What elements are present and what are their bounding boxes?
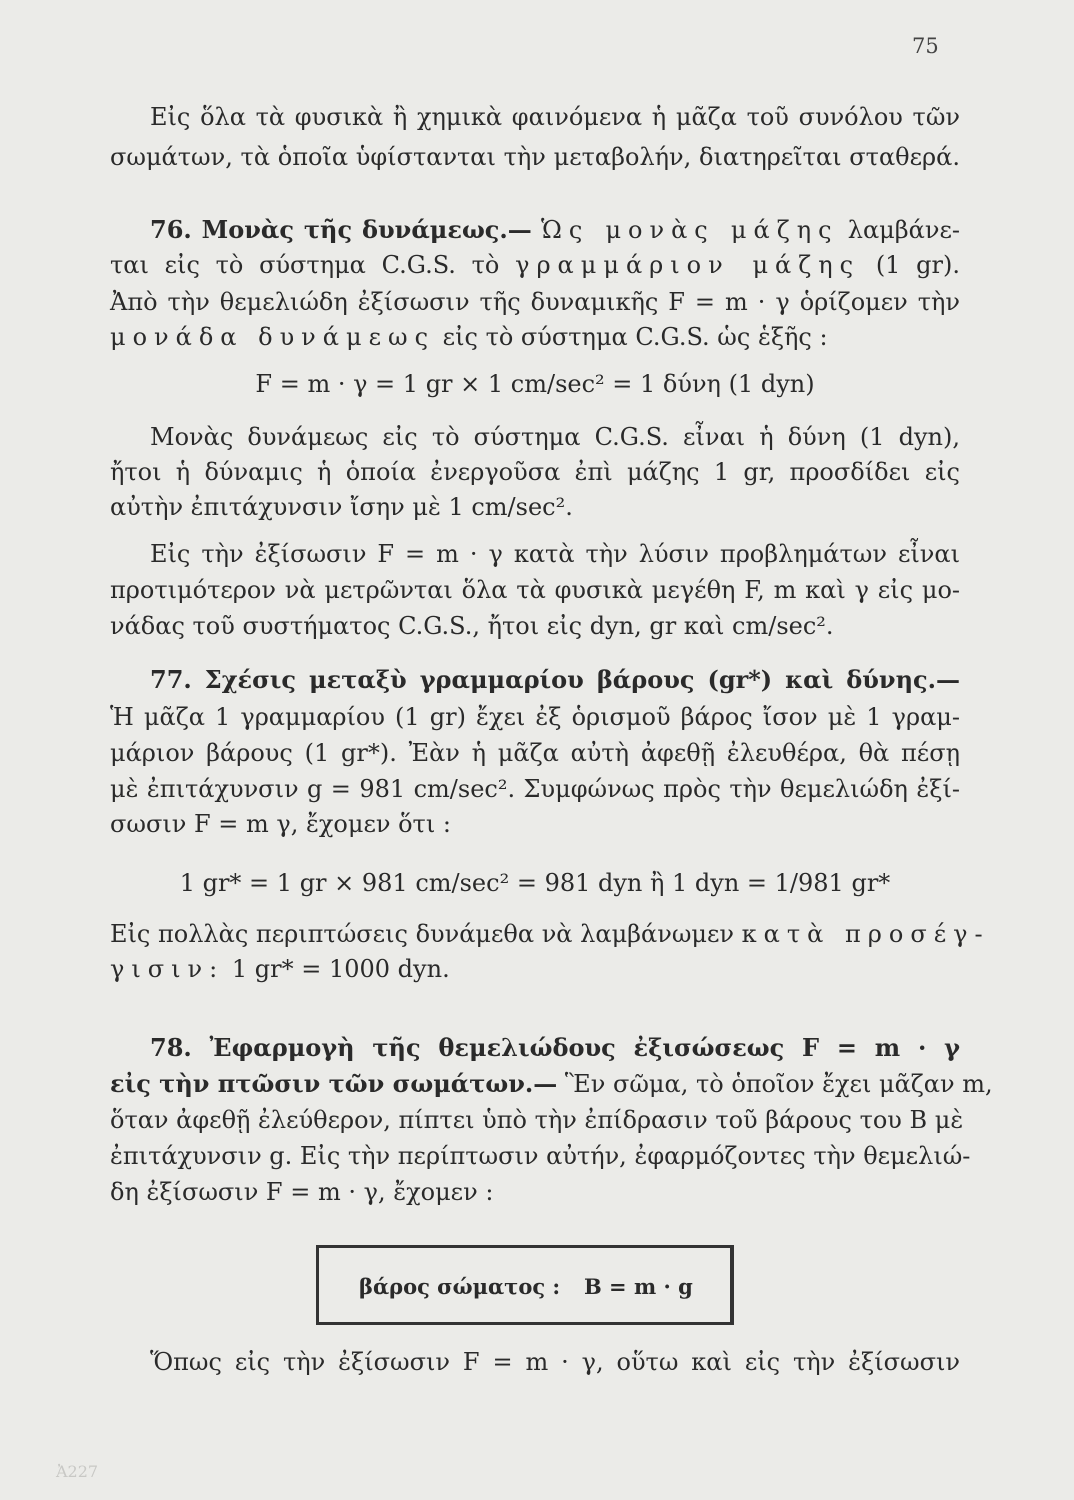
text-line — [110, 952, 960, 986]
weight-formula-box — [316, 1245, 734, 1325]
section-78-title-cont: εἰς τὴν πτῶσιν τῶν σωμάτων.— — [110, 1069, 558, 1098]
text-line: αὐτὴν ἐπιτάχυνσιν ἴσην μὲ 1 cm/sec². — [110, 493, 573, 521]
text-line — [110, 917, 990, 951]
text-line: σωσιν F = m γ, ἔχομεν ὅτι : — [110, 810, 451, 838]
page-number: 75 — [912, 34, 939, 58]
section-76-title: 76. Μονὰς τῆς δυνάμεως.— — [150, 215, 532, 244]
text-fragment: (1 gr). — [875, 251, 960, 279]
text-fragment: 1 gr* = 1000 dyn. — [231, 955, 450, 983]
text-line — [110, 320, 960, 354]
spaced-term: κατὰ προσέγ- — [741, 920, 990, 948]
text-line: ἤτοι ἡ δύναμις ἡ ὁποία ἐνεργοῦσα ἐπὶ μάζης 1 gr, προσδίδει εἰς — [110, 458, 960, 486]
section-76-heading-line — [150, 213, 960, 247]
text-fragment: εἰς τὸ σύστημα C.G.S. ὡς ἑξῆς : — [442, 323, 828, 351]
text-line: Ὅπως εἰς τὴν ἐξίσωσιν F = m · γ, οὕτω καὶ εἰς τὴν ἐξίσωσιν — [150, 1348, 960, 1376]
text-fragment: λαμβάνε- — [847, 216, 960, 244]
text-line: μάριον βάρους (1 gr*). Ἐὰν ἡ μᾶζα αὐτὴ ἀφεθῇ ἐλευθέρα, θὰ πέσῃ — [110, 739, 960, 767]
text-line — [110, 1067, 993, 1101]
text-line: ἐπιτάχυνσιν g. Εἰς τὴν περίπτωσιν αὐτήν, ἐφαρμόζοντες τὴν θεμελιώ- — [110, 1142, 971, 1170]
text-line — [110, 248, 960, 282]
spaced-term: γισιν: — [110, 955, 225, 983]
text-line: δη ἐξίσωσιν F = m · γ, ἔχομεν : — [110, 1178, 494, 1206]
text-line: προτιμότερον νὰ μετρῶνται ὅλα τὰ φυσικὰ μεγέθη F, m καὶ γ εἰς μο- — [110, 576, 961, 604]
text-line: σωμάτων, τὰ ὁποῖα ὑφίστανται τὴν μεταβολήν, διατηρεῖται σταθερά. — [110, 143, 960, 171]
section-78-title: 78. Ἐφαρμογὴ τῆς θεμελιώδους ἐξισώσεως F = m · γ — [150, 1033, 960, 1062]
box-label: βάρος σώματος : — [359, 1274, 561, 1299]
text-line: Εἰς ὅλα τὰ φυσικὰ ἢ χημικὰ φαινόμενα ἡ μᾶζα τοῦ συνόλου τῶν — [150, 103, 960, 131]
equation-force-unit: F = m · γ = 1 gr × 1 cm/sec² = 1 δύνη (1 dyn) — [255, 370, 815, 398]
text-fragment: Ἓν σῶμα, τὸ ὁποῖον ἔχει μᾶζαν m, — [564, 1070, 993, 1098]
text-line: Ἡ μᾶζα 1 γραμμαρίου (1 gr) ἔχει ἐξ ὁρισμοῦ βάρος ἴσον μὲ 1 γραμ- — [110, 703, 960, 731]
text-fragment: Εἰς πολλὰς περιπτώσεις δυνάμεθα νὰ λαμβάνωμεν — [110, 920, 735, 948]
text-line: Μονὰς δυνάμεως εἰς τὸ σύστημα C.G.S. εἶναι ἡ δύνη (1 dyn), — [150, 423, 960, 451]
text-line: Ἀπὸ τὴν θεμελιώδη ἐξίσωσιν τῆς δυναμικῆς F = m · γ ὁρίζομεν τὴν — [110, 288, 960, 316]
text-fragment: ται εἰς τὸ σύστημα C.G.S. τὸ — [110, 251, 500, 279]
text-line: Εἰς τὴν ἐξίσωσιν F = m · γ κατὰ τὴν λύσιν προβλημάτων εἶναι — [150, 540, 960, 568]
spaced-term: Ὡς μονὰς μάζης — [540, 216, 839, 244]
text-line: μὲ ἐπιτάχυνσιν g = 981 cm/sec². Συμφώνως πρὸς τὴν θεμελιώδη ἐξί- — [110, 775, 960, 803]
spaced-term: μονάδα δυνάμεως — [110, 323, 436, 351]
text-line: νάδας τοῦ συστήματος C.G.S., ἤτοι εἰς dyn, gr καὶ cm/sec². — [110, 612, 834, 640]
text-line: ὅταν ἀφεθῇ ἐλεύθερον, πίπτει ὑπὸ τὴν ἐπίδρασιν τοῦ βάρους του B μὲ — [110, 1106, 964, 1134]
spaced-term: γραμμάριον μάζης — [515, 251, 861, 279]
section-77-title: 77. Σχέσις μεταξὺ γραμμαρίου βάρους (gr*) καὶ δύνης.— — [150, 665, 960, 694]
bleed-through-mark: Ἀ227 — [56, 1462, 99, 1481]
equation-gram-weight: 1 gr* = 1 gr × 981 cm/sec² = 981 dyn ἢ 1 dyn = 1/981 gr* — [179, 869, 891, 897]
box-formula: B = m · g — [584, 1274, 693, 1299]
